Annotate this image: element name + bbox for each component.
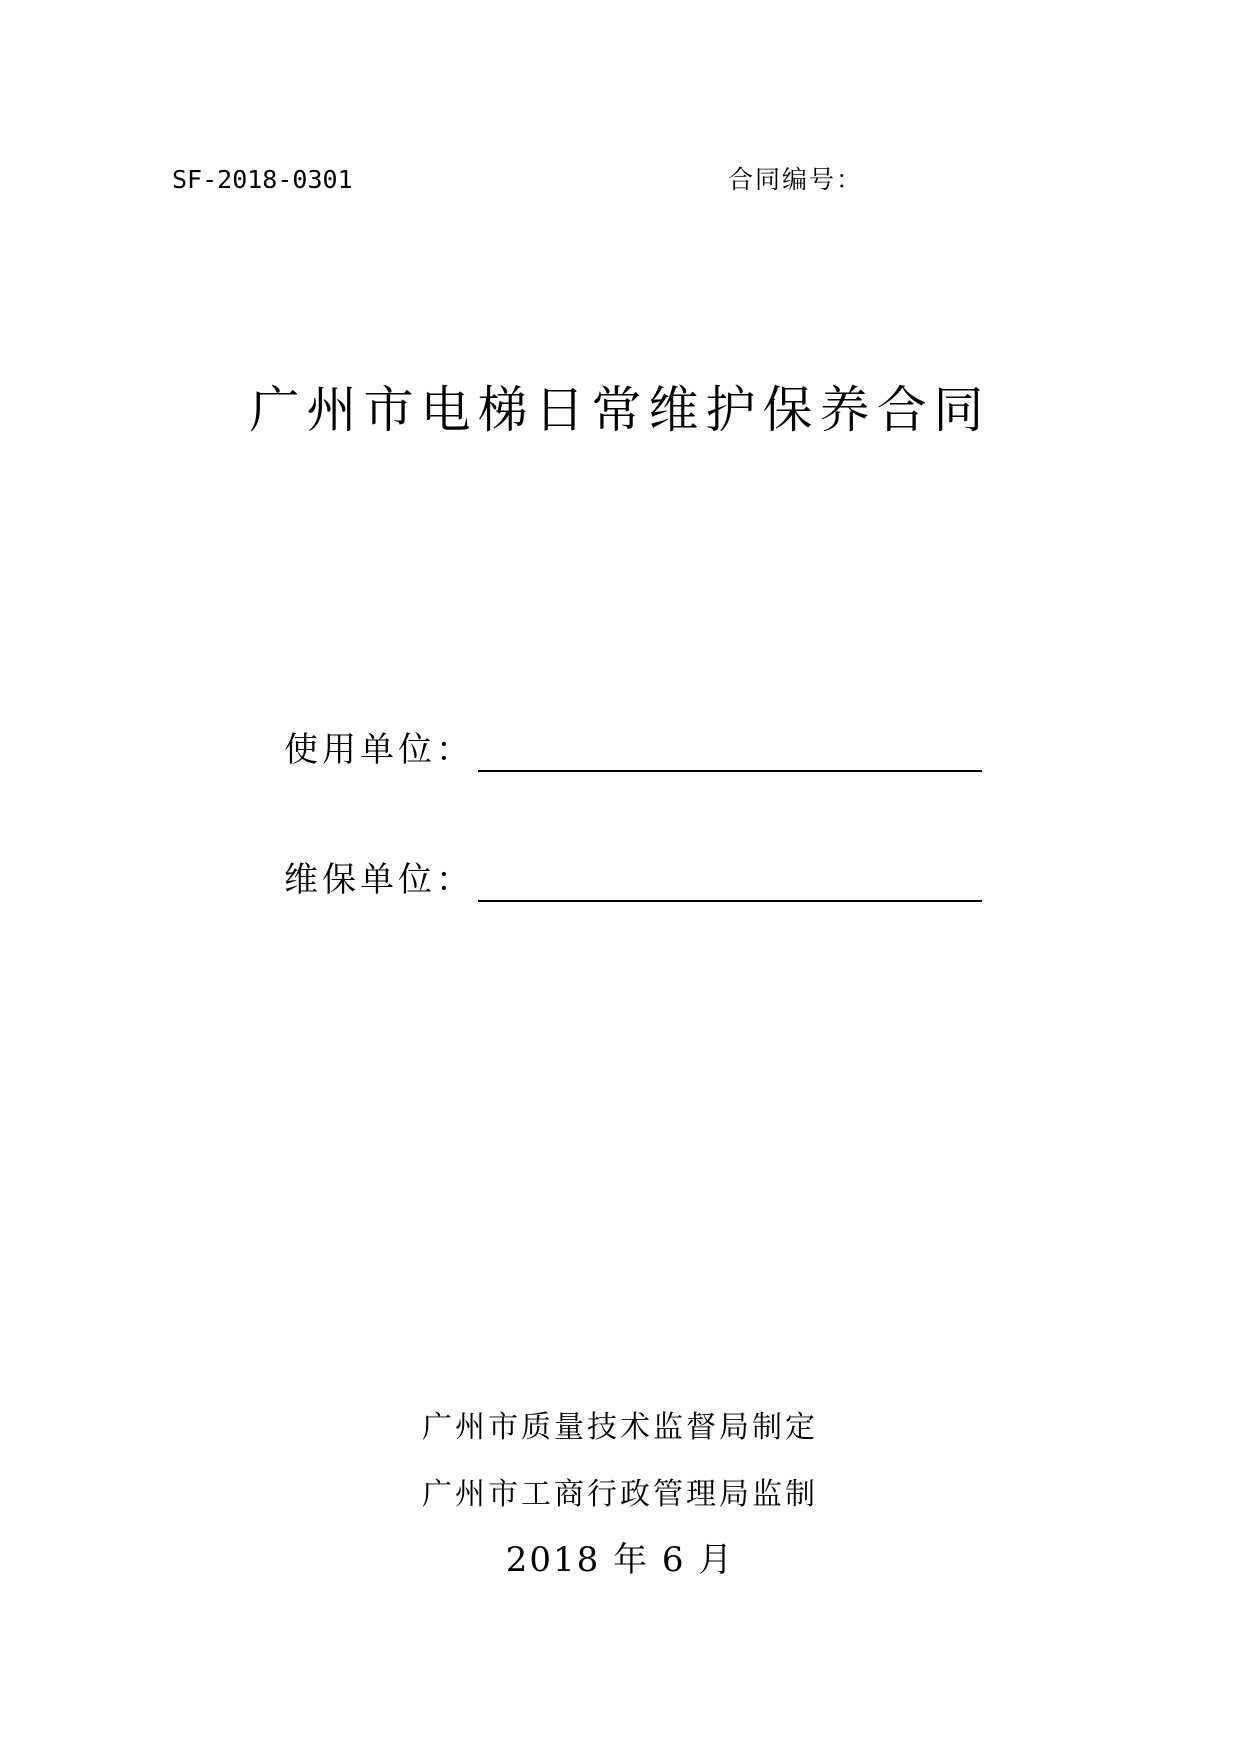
user-unit-blank-line	[478, 770, 982, 772]
page-title: 广州市电梯日常维护保养合同	[249, 381, 991, 439]
maintenance-unit-blank-line	[478, 900, 982, 902]
issue-date: 2018 年 6 月	[505, 1540, 735, 1580]
contract-number-label: 合同编号：	[728, 165, 864, 194]
maintenance-unit-field	[284, 852, 982, 902]
document-code: SF-2018-0301	[172, 165, 353, 194]
user-unit-label: 使用单位：	[284, 730, 474, 770]
formulated-by-text: 广州市质量技术监督局制定	[422, 1410, 818, 1445]
user-unit-field	[284, 722, 982, 772]
supervised-by-text: 广州市工商行政管理局监制	[422, 1477, 818, 1512]
maintenance-unit-label: 维保单位：	[284, 860, 474, 900]
